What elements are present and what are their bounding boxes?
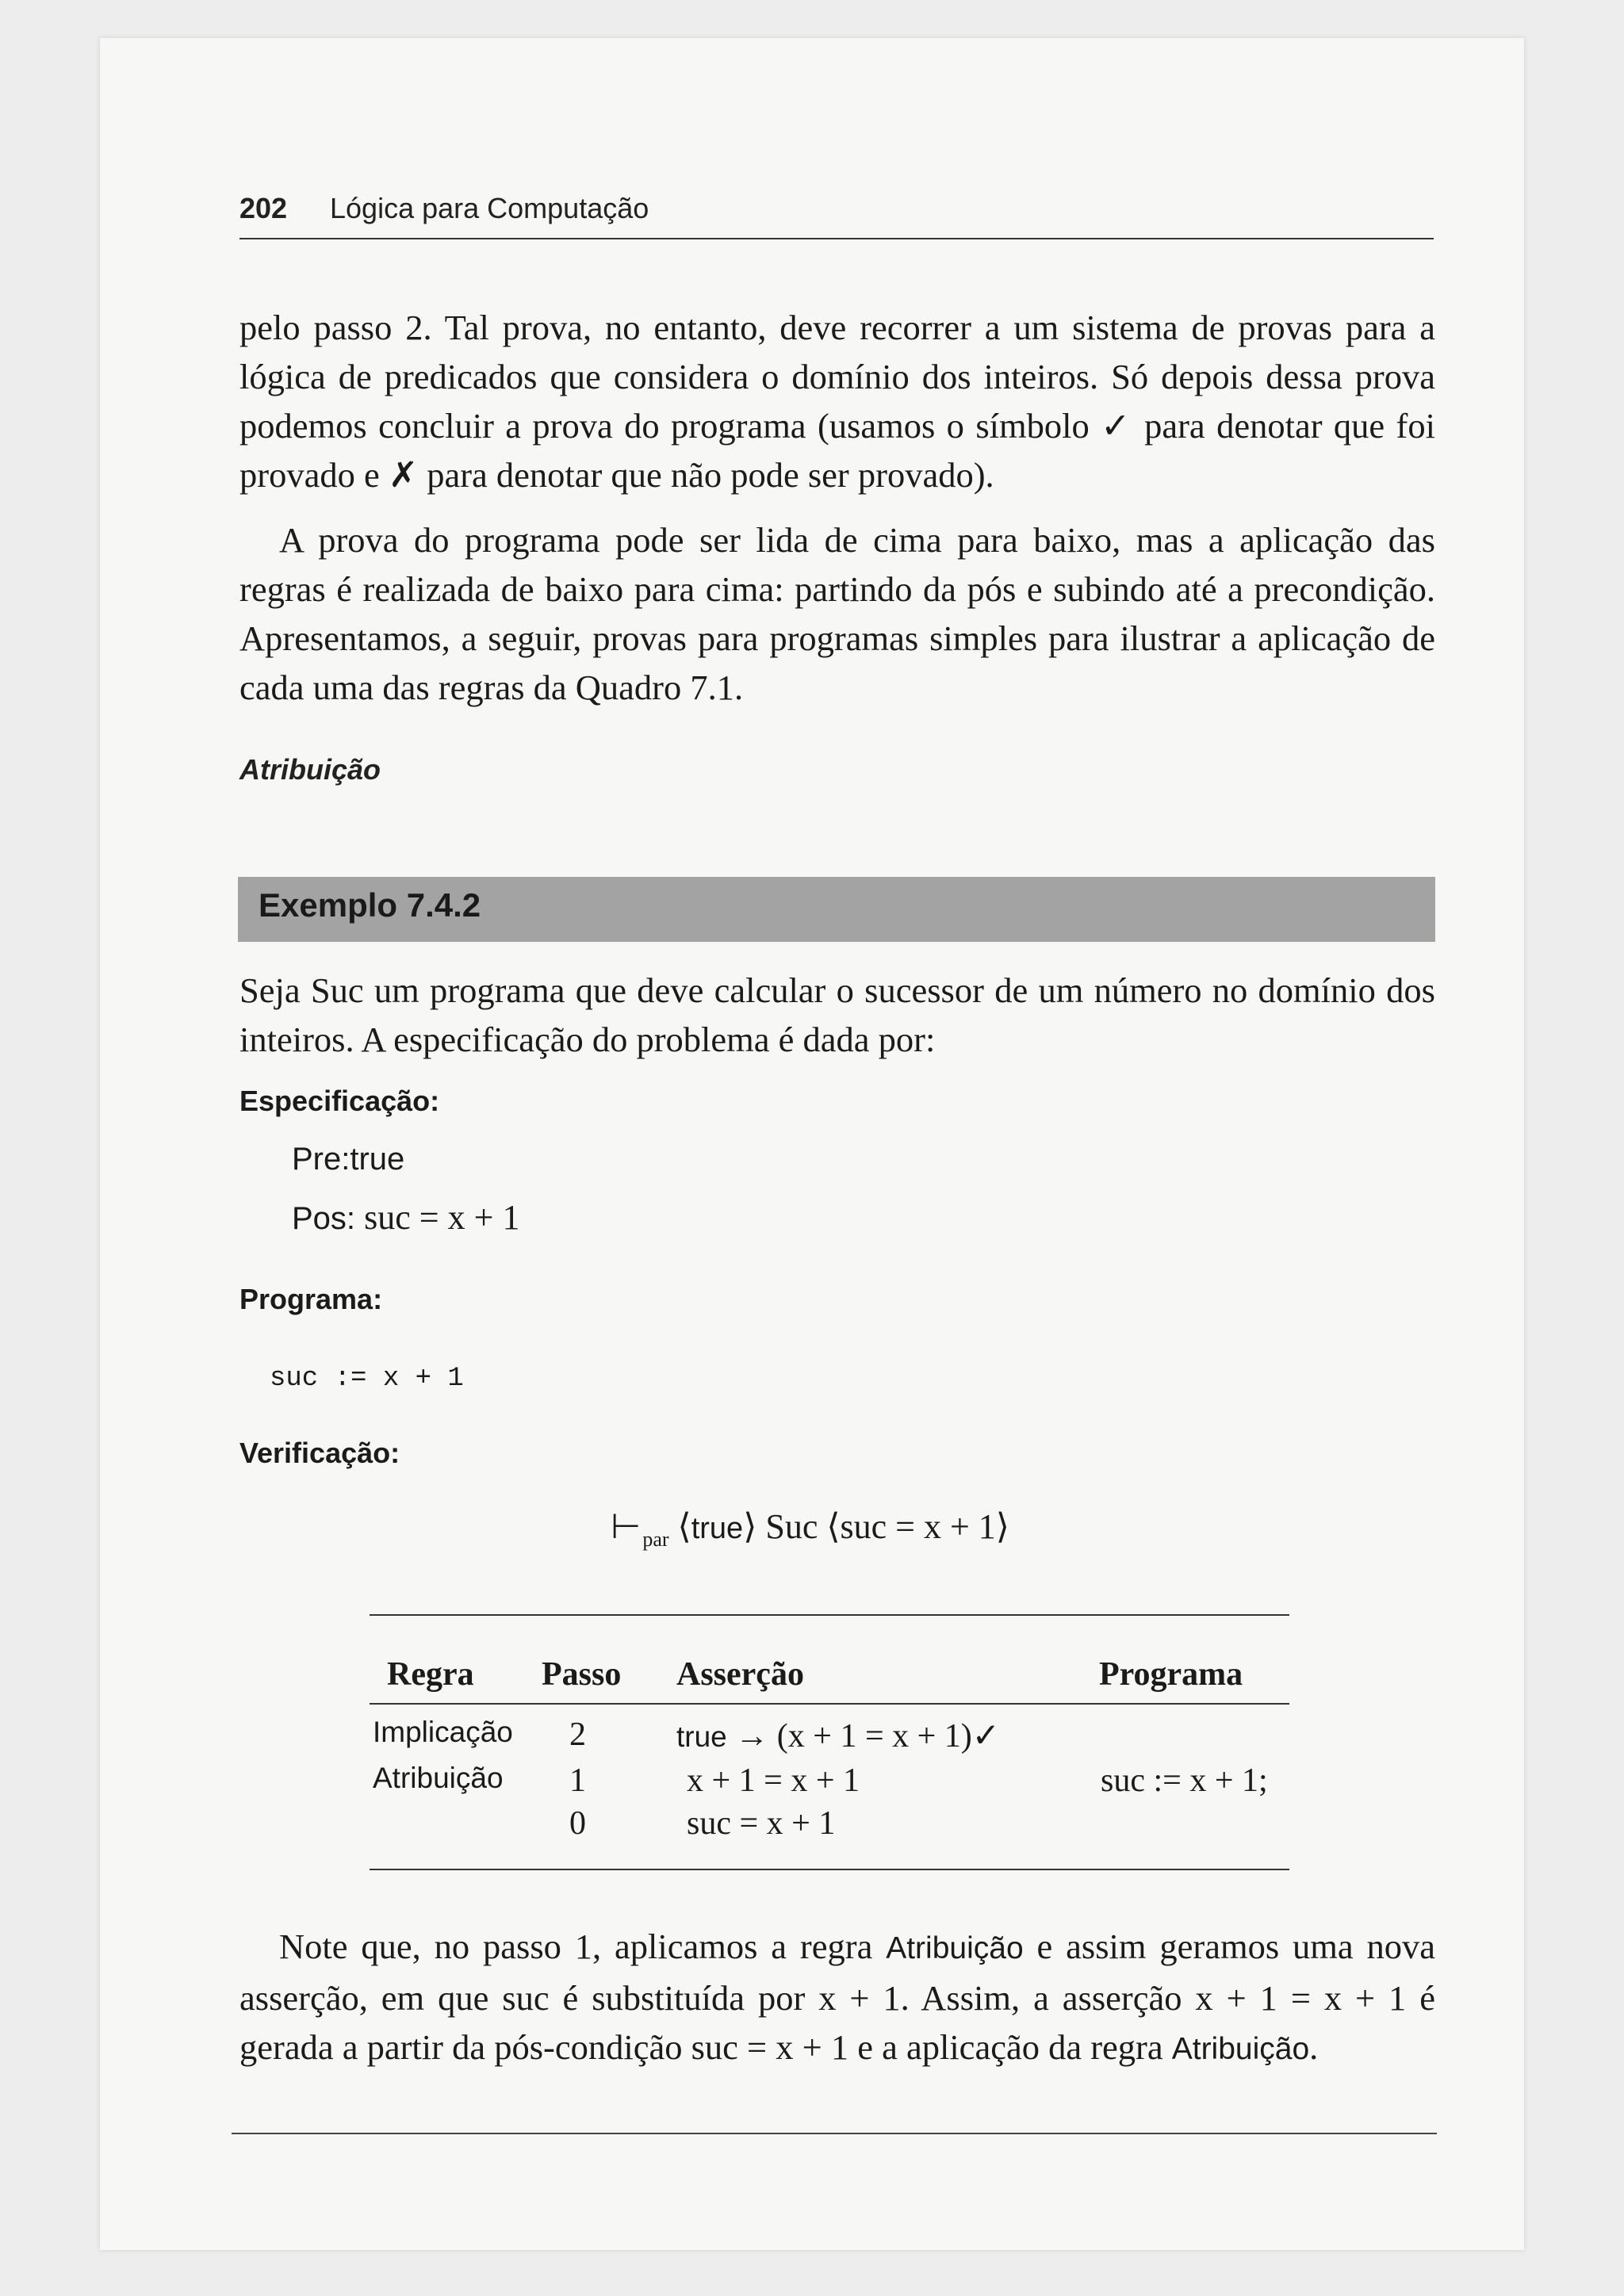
verification-label: Verificação: — [239, 1437, 400, 1469]
row3-passo: 0 — [569, 1805, 586, 1842]
spec-pos-prefix: Pos: — [292, 1201, 365, 1236]
paragraph-2: A prova do programa pode ser lida de cima para baixo, mas a aplicação das regras é realizada de baixo para cima: partindo da pós e subindo até a precondição. Apresentamos, a seguir, provas para programas simples para ilustrar a aplicação de cada uma das regras da Quadro 7.1. — [239, 520, 1435, 707]
row3-assercao: suc = x + 1 — [687, 1805, 836, 1842]
pre-close: ⟩ — [743, 1507, 757, 1546]
p4-rule-name-1: Atribuição — [886, 1931, 1024, 1965]
spec-label: Especificação: — [239, 1085, 440, 1117]
p4-text-c: . — [1309, 2027, 1319, 2067]
table-header-regra: Regra — [387, 1656, 474, 1693]
program-code: suc := x + 1 — [270, 1364, 464, 1394]
p4-text-b: e assim geramos uma nova asserção, em que suc é substituída por x + 1. Assim, a asserção x + 1 = x + 1 é gerada a partir da pós-condição suc = x + 1 e a aplicação da regra — [239, 1927, 1435, 2067]
paragraph-1: pelo passo 2. Tal prova, no entanto, deve recorrer a um sistema de provas para a lógica de predicados que considera o domínio dos inteiros. Só depois dessa prova podemos concluir a prova do programa (usamos o símbolo ✓ para denotar que foi provado e ✗ para denotar que não pode ser provado). — [239, 308, 1435, 495]
row2-programa: suc := x + 1; — [1101, 1762, 1268, 1799]
paragraph-4 — [239, 1922, 1435, 2074]
book-title: Lógica para Computação — [330, 192, 649, 224]
row2-regra: Atribuição — [373, 1762, 504, 1794]
example-title: Exemplo 7.4.2 — [259, 886, 481, 924]
example-banner — [238, 877, 1435, 942]
table-header-assercao: Asserção — [676, 1656, 804, 1693]
spec-precondition: Pre:true — [292, 1142, 405, 1177]
table-header-programa: Programa — [1099, 1656, 1243, 1693]
hoare-judgement — [611, 1506, 1086, 1552]
program-name: Suc — [756, 1507, 827, 1546]
spec-pos-expression: suc = x + 1 — [364, 1198, 520, 1237]
turnstile-symbol: ⊢ — [611, 1507, 642, 1546]
pre-open: ⟨ — [677, 1507, 691, 1546]
p4-text-a: Note que, no passo 1, aplicamos a regra — [279, 1927, 887, 1966]
post-assertion: ⟨suc = x + 1⟩ — [826, 1507, 1009, 1546]
table-top-rule — [370, 1614, 1289, 1616]
page-number: 202 — [239, 192, 288, 224]
row1-assercao — [676, 1716, 1000, 1755]
paragraph-3: Seja Suc um programa que deve calcular o sucessor de um número no domínio dos inteiros. A especificação do problema é dada por: — [239, 970, 1435, 1059]
section-title: Atribuição — [239, 753, 381, 786]
p4-rule-name-2: Atribuição — [1171, 2032, 1310, 2066]
row1-assercao-keyword: true — [676, 1720, 727, 1753]
row1-assercao-expr: → (x + 1 = x + 1)✓ — [726, 1718, 1000, 1755]
table-header-passo: Passo — [542, 1656, 622, 1693]
turnstile-subscript: par — [642, 1528, 669, 1551]
row2-passo: 1 — [569, 1762, 586, 1799]
row2-assercao: x + 1 = x + 1 — [687, 1762, 860, 1799]
row1-passo: 2 — [569, 1716, 586, 1753]
table-header-rule — [370, 1703, 1289, 1705]
row1-regra: Implicação — [373, 1716, 513, 1748]
page-header — [239, 190, 1434, 239]
spec-postcondition — [292, 1197, 519, 1238]
table-bottom-rule — [370, 1869, 1289, 1870]
pre-keyword: true — [691, 1512, 744, 1545]
page-bottom-rule — [232, 2133, 1437, 2134]
program-label: Programa: — [239, 1283, 383, 1315]
